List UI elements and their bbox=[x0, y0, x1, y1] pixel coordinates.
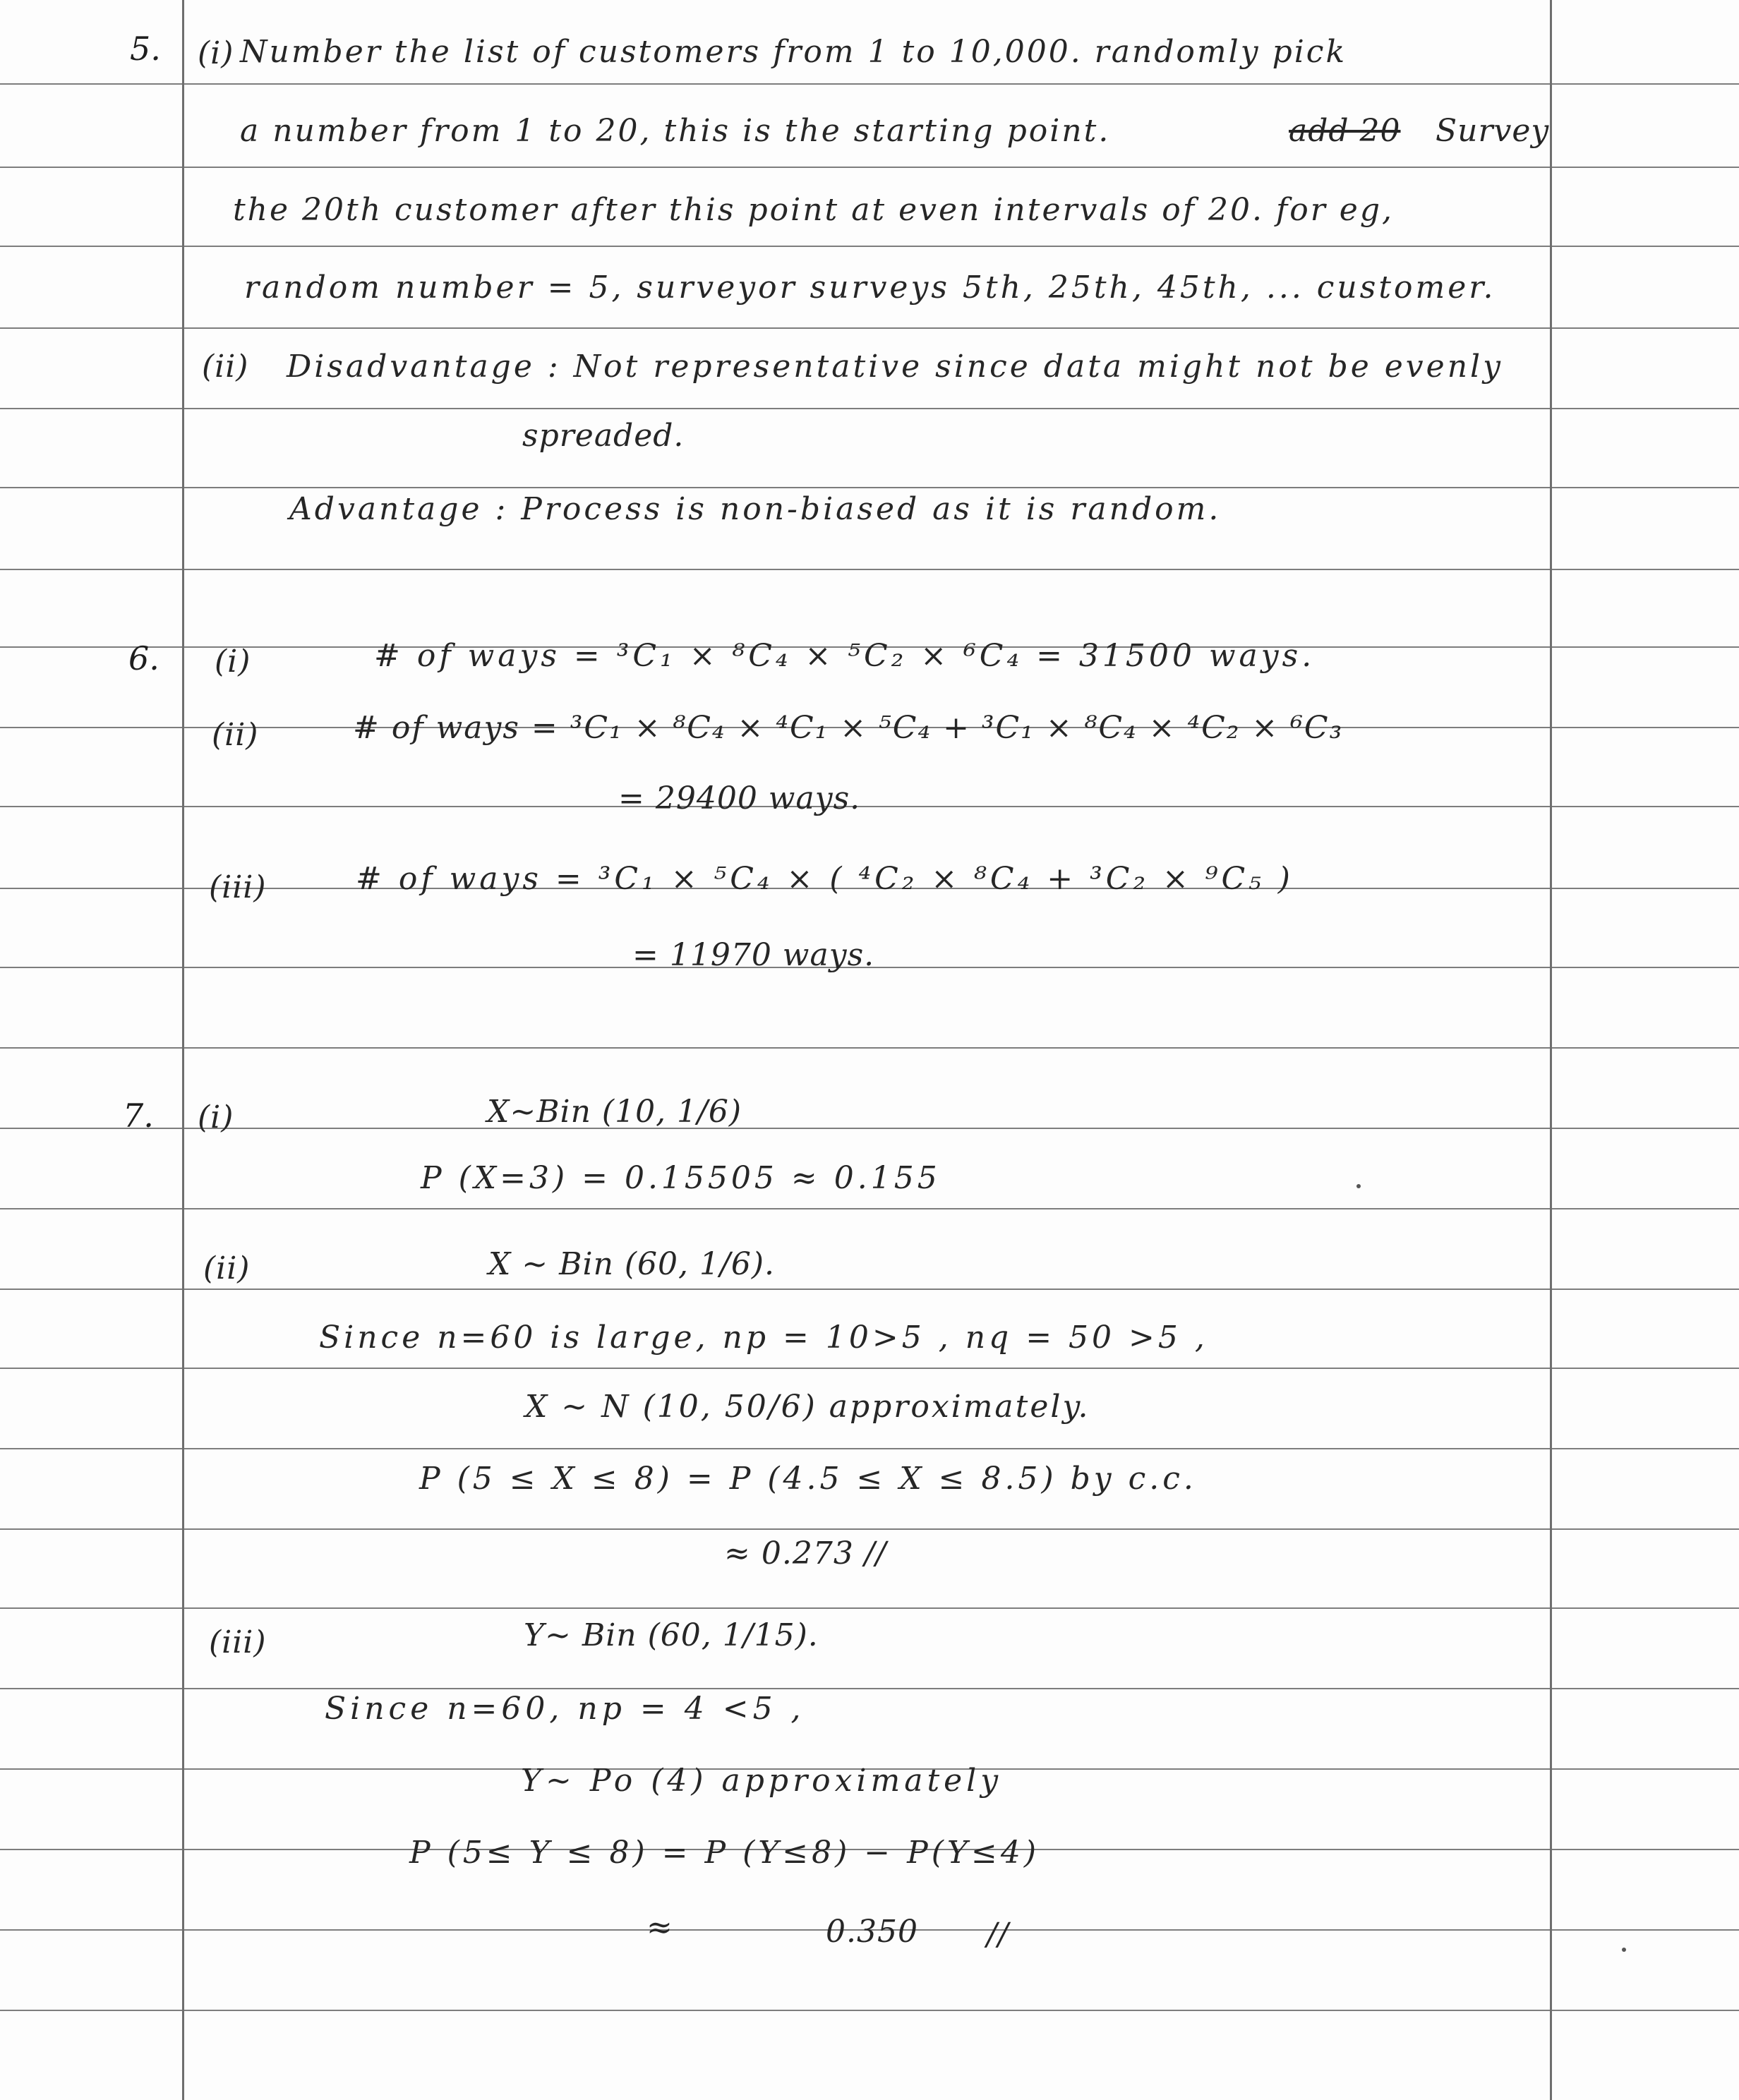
q5-struck-text: add 20 bbox=[1289, 113, 1401, 149]
ruled-line bbox=[0, 1128, 1739, 1129]
ruled-line bbox=[0, 327, 1739, 329]
q5-survey-word: Survey bbox=[1436, 113, 1550, 149]
q7-ii-prob: P (5 ≤ X ≤ 8) = P (4.5 ≤ X ≤ 8.5) by c.c. bbox=[419, 1461, 1197, 1497]
ruled-line bbox=[0, 1208, 1739, 1209]
q6-ii-label: (ii) bbox=[212, 717, 259, 753]
q6-ii-line: # of ways = ³C₁ × ⁸C₄ × ⁴C₁ × ⁵C₄ + ³C₁ × ⁸C₄ × ⁴C₂ × ⁶C₃ bbox=[353, 710, 1344, 746]
ruled-line bbox=[0, 1368, 1739, 1369]
question-6-number: 6. bbox=[128, 639, 160, 677]
ruled-line bbox=[0, 1448, 1739, 1449]
q7-iii-result: 0.350 bbox=[826, 1914, 918, 1950]
ruled-line bbox=[0, 1688, 1739, 1689]
q7-iii-end-mark: // bbox=[987, 1917, 1009, 1953]
ruled-line bbox=[0, 487, 1739, 488]
q7-ii-result: ≈ 0.273 // bbox=[724, 1535, 887, 1571]
q7-i-dist: X~Bin (10, 1/6) bbox=[487, 1094, 742, 1130]
q7-ii-since: Since n=60 is large, np = 10>5 , nq = 50 >5 , bbox=[319, 1320, 1208, 1356]
q5-i-line-1: Number the list of customers from 1 to 10,000. randomly pick bbox=[240, 34, 1347, 70]
q5-i-line-4: random number = 5, surveyor surveys 5th, 25th, 45th, ... customer. bbox=[244, 270, 1496, 306]
q5-i-label: (i) bbox=[198, 35, 234, 71]
ruled-line bbox=[0, 1047, 1739, 1049]
q6-ii-result: = 29400 ways. bbox=[618, 780, 861, 816]
left-margin-line bbox=[182, 0, 184, 2100]
ruled-line bbox=[0, 167, 1739, 168]
q5-i-line-2: a number from 1 to 20, this is the starting point. bbox=[240, 113, 1111, 149]
q5-i-line-3: the 20th customer after this point at even intervals of 20. for eg, bbox=[233, 192, 1394, 228]
ruled-line bbox=[0, 83, 1739, 85]
q7-i-prob: P (X=3) = 0.15505 ≈ 0.155 bbox=[421, 1160, 941, 1196]
q5-disadvantage-cont: spreaded. bbox=[522, 418, 685, 454]
question-7-number: 7. bbox=[123, 1097, 154, 1135]
ruled-line bbox=[0, 1528, 1739, 1530]
ruled-line bbox=[0, 1607, 1739, 1609]
paper-speck bbox=[1356, 1184, 1361, 1188]
q7-ii-dist: X ~ Bin (60, 1/6). bbox=[488, 1246, 775, 1282]
ruled-line bbox=[0, 246, 1739, 247]
right-margin-line bbox=[1550, 0, 1552, 2100]
q7-iii-poisson: Y~ Po (4) approximately bbox=[521, 1763, 1003, 1799]
q7-iii-dist: Y~ Bin (60, 1/15). bbox=[524, 1617, 819, 1653]
q7-i-label: (i) bbox=[198, 1099, 234, 1135]
q6-i-label: (i) bbox=[215, 644, 251, 680]
q5-advantage: Advantage : Process is non-biased as it is random. bbox=[289, 491, 1222, 527]
q6-iii-line: # of ways = ³C₁ × ⁵C₄ × ( ⁴C₂ × ⁸C₄ + ³C₂ × ⁹C₅ ) bbox=[356, 861, 1294, 897]
q6-i-line: # of ways = ³C₁ × ⁸C₄ × ⁵C₂ × ⁶C₄ = 31500 ways. bbox=[374, 638, 1316, 674]
ruled-line bbox=[0, 408, 1739, 409]
ruled-line bbox=[0, 569, 1739, 570]
q7-iii-result-symbol: ≈ bbox=[646, 1909, 673, 1945]
q7-iii-since: Since n=60, np = 4 <5 , bbox=[325, 1691, 805, 1727]
ruled-line bbox=[0, 2010, 1739, 2011]
q5-disadvantage: Disadvantage : Not representative since data might not be evenly bbox=[287, 349, 1503, 385]
paper-speck bbox=[1622, 1948, 1626, 1952]
q7-ii-normal: X ~ N (10, 50/6) approximately. bbox=[525, 1389, 1090, 1425]
q7-iii-prob: P (5≤ Y ≤ 8) = P (Y≤8) − P(Y≤4) bbox=[409, 1835, 1040, 1871]
q6-iii-label: (iii) bbox=[209, 869, 267, 905]
q6-iii-result: = 11970 ways. bbox=[632, 937, 875, 973]
q7-iii-label: (iii) bbox=[209, 1624, 267, 1660]
ruled-line bbox=[0, 806, 1739, 807]
q5-ii-label: (ii) bbox=[202, 349, 249, 385]
question-5-number: 5. bbox=[130, 30, 161, 68]
q7-ii-label: (ii) bbox=[203, 1250, 251, 1286]
ruled-line bbox=[0, 1289, 1739, 1290]
